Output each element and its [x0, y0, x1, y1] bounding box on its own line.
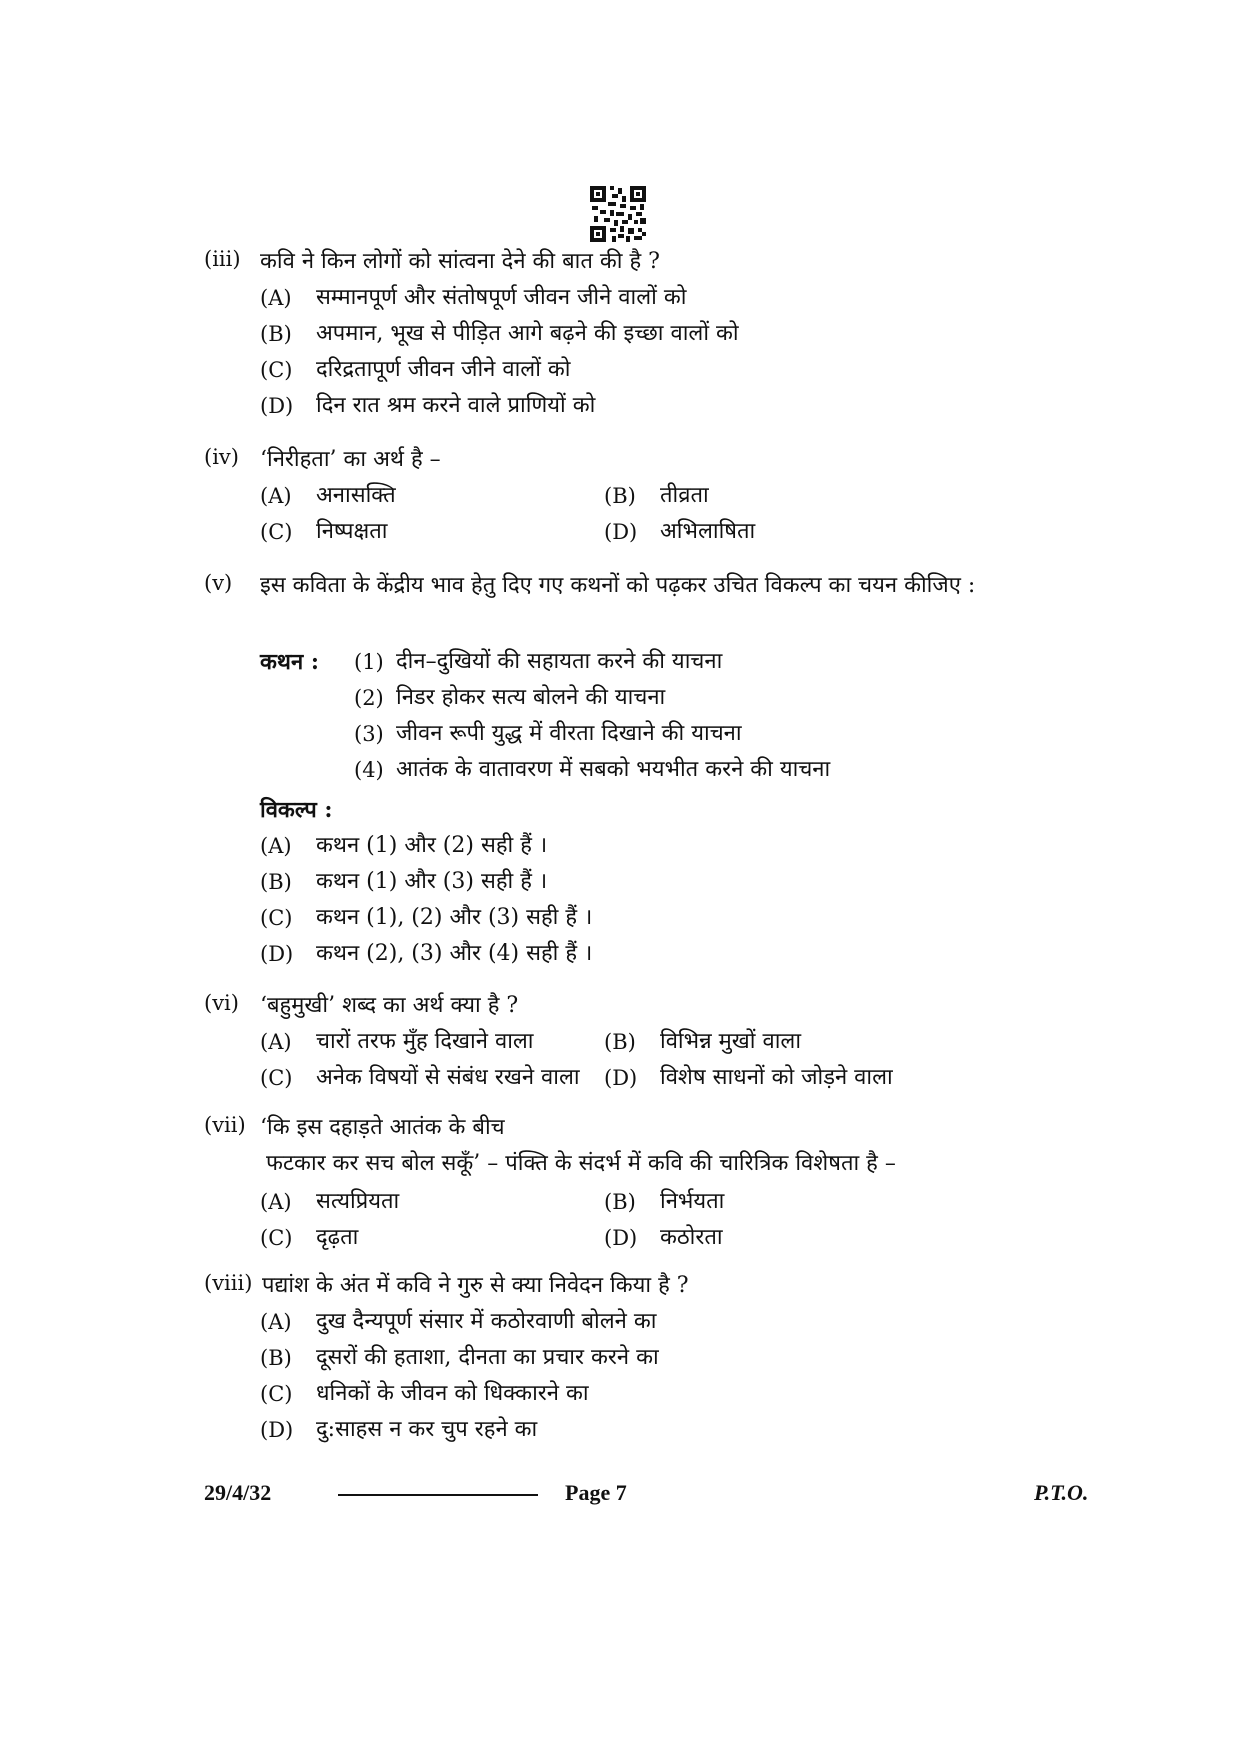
statement-text: जीवन रूपी युद्ध में वीरता दिखाने की याचना — [396, 721, 742, 746]
statement-label: (1) — [354, 650, 384, 674]
option-label: (D) — [604, 1226, 638, 1250]
option-label: (A) — [260, 1030, 292, 1054]
statement-text: दीन–दुखियों की सहायता करने की याचना — [396, 649, 723, 674]
question-number: (v) — [204, 571, 233, 595]
qr-code-icon — [590, 186, 646, 242]
option-label: (D) — [604, 520, 638, 544]
statement-text: निडर होकर सत्य बोलने की याचना — [396, 685, 666, 710]
option-text: विशेष साधनों को जोड़ने वाला — [660, 1065, 893, 1090]
question-number: (vii) — [204, 1113, 246, 1137]
option-text: कठोरता — [660, 1225, 723, 1250]
option-label: (D) — [260, 1418, 294, 1442]
option-text: दरिद्रतापूर्ण जीवन जीने वालों को — [316, 357, 571, 382]
option-label: (D) — [260, 942, 294, 966]
option-text: धनिकों के जीवन को धिक्कारने का — [316, 1381, 589, 1406]
please-turn-over: P.T.O. — [1034, 1480, 1089, 1505]
option-text: सम्मानपूर्ण और संतोषपूर्ण जीवन जीने वालों को — [316, 285, 687, 310]
statement-text: आतंक के वातावरण में सबको भयभीत करने की याचना — [396, 757, 831, 782]
question-stem: इस कविता के केंद्रीय भाव हेतु दिए गए कथनों को पढ़कर उचित विकल्प का चयन कीजिए : — [260, 573, 976, 598]
question-stem: कवि ने किन लोगों को सांत्वना देने की बात की है ? — [260, 249, 660, 274]
option-label: (A) — [260, 1310, 292, 1334]
option-text: चारों तरफ मुँह दिखाने वाला — [316, 1029, 534, 1054]
option-text: निष्पक्षता — [316, 519, 388, 544]
option-text: अनेक विषयों से संबंध रखने वाला — [316, 1065, 580, 1090]
question-number: (iii) — [204, 247, 241, 271]
question-stem-line-1: ‘कि इस दहाड़ते आतंक के बीच — [260, 1115, 505, 1140]
option-label: (C) — [260, 1226, 293, 1250]
question-stem: पद्यांश के अंत में कवि ने गुरु से क्या निवेदन किया है ? — [262, 1273, 689, 1298]
option-label: (A) — [260, 834, 292, 858]
page-footer — [0, 1480, 1241, 1520]
option-text: कथन (1), (2) और (3) सही हैं । — [316, 905, 593, 930]
option-label: (B) — [260, 1346, 292, 1370]
option-label: (B) — [604, 1190, 636, 1214]
option-label: (B) — [604, 484, 636, 508]
option-text: दिन रात श्रम करने वाले प्राणियों को — [316, 393, 596, 418]
question-number: (iv) — [204, 445, 239, 469]
option-label: (D) — [260, 394, 294, 418]
statement-label: (4) — [354, 758, 384, 782]
option-text: अपमान, भूख से पीड़ित आगे बढ़ने की इच्छा वालों को — [316, 321, 739, 346]
option-text: दृढ़ता — [316, 1225, 359, 1250]
option-text: कथन (1) और (3) सही हैं । — [316, 869, 548, 894]
option-text: अभिलाषिता — [660, 519, 756, 544]
statement-label: (2) — [354, 686, 384, 710]
option-label: (D) — [604, 1066, 638, 1090]
option-label: (C) — [260, 520, 293, 544]
page-number: Page 7 — [565, 1480, 627, 1505]
question-stem: ‘बहुमुखी’ शब्द का अर्थ क्या है ? — [260, 993, 519, 1018]
option-label: (B) — [260, 322, 292, 346]
option-text: दूसरों की हताशा, दीनता का प्रचार करने का — [316, 1345, 659, 1370]
option-text: कथन (1) और (2) सही हैं । — [316, 833, 548, 858]
question-number: (viii) — [204, 1271, 253, 1295]
option-text: दुख दैन्यपूर्ण संसार में कठोरवाणी बोलने का — [316, 1309, 657, 1334]
statement-label: (3) — [354, 722, 384, 746]
option-label: (C) — [260, 1382, 293, 1406]
option-label: (C) — [260, 358, 293, 382]
option-label: (A) — [260, 286, 292, 310]
option-text: निर्भयता — [660, 1189, 725, 1214]
question-number: (vi) — [204, 991, 239, 1015]
option-text: सत्यप्रियता — [316, 1189, 400, 1214]
footer-divider — [338, 1494, 538, 1496]
option-text: तीव्रता — [660, 483, 709, 508]
statements-heading: कथन : — [260, 649, 319, 675]
option-label: (C) — [260, 1066, 293, 1090]
options-heading: विकल्प : — [260, 797, 333, 823]
option-label: (B) — [604, 1030, 636, 1054]
option-label: (A) — [260, 484, 292, 508]
option-text: दु:साहस न कर चुप रहने का — [316, 1417, 538, 1442]
question-stem-line-2: फटकार कर सच बोल सकूँ’ – पंक्ति के संदर्भ में कवि की चारित्रिक विशेषता है – — [266, 1151, 896, 1176]
option-text: विभिन्न मुखों वाला — [660, 1029, 802, 1054]
option-text: कथन (2), (3) और (4) सही हैं । — [316, 941, 593, 966]
option-label: (C) — [260, 906, 293, 930]
option-label: (B) — [260, 870, 292, 894]
option-text: अनासक्ति — [316, 483, 396, 508]
paper-code: 29/4/32 — [204, 1480, 272, 1505]
option-label: (A) — [260, 1190, 292, 1214]
question-stem: ‘निरीहता’ का अर्थ है – — [260, 447, 441, 472]
